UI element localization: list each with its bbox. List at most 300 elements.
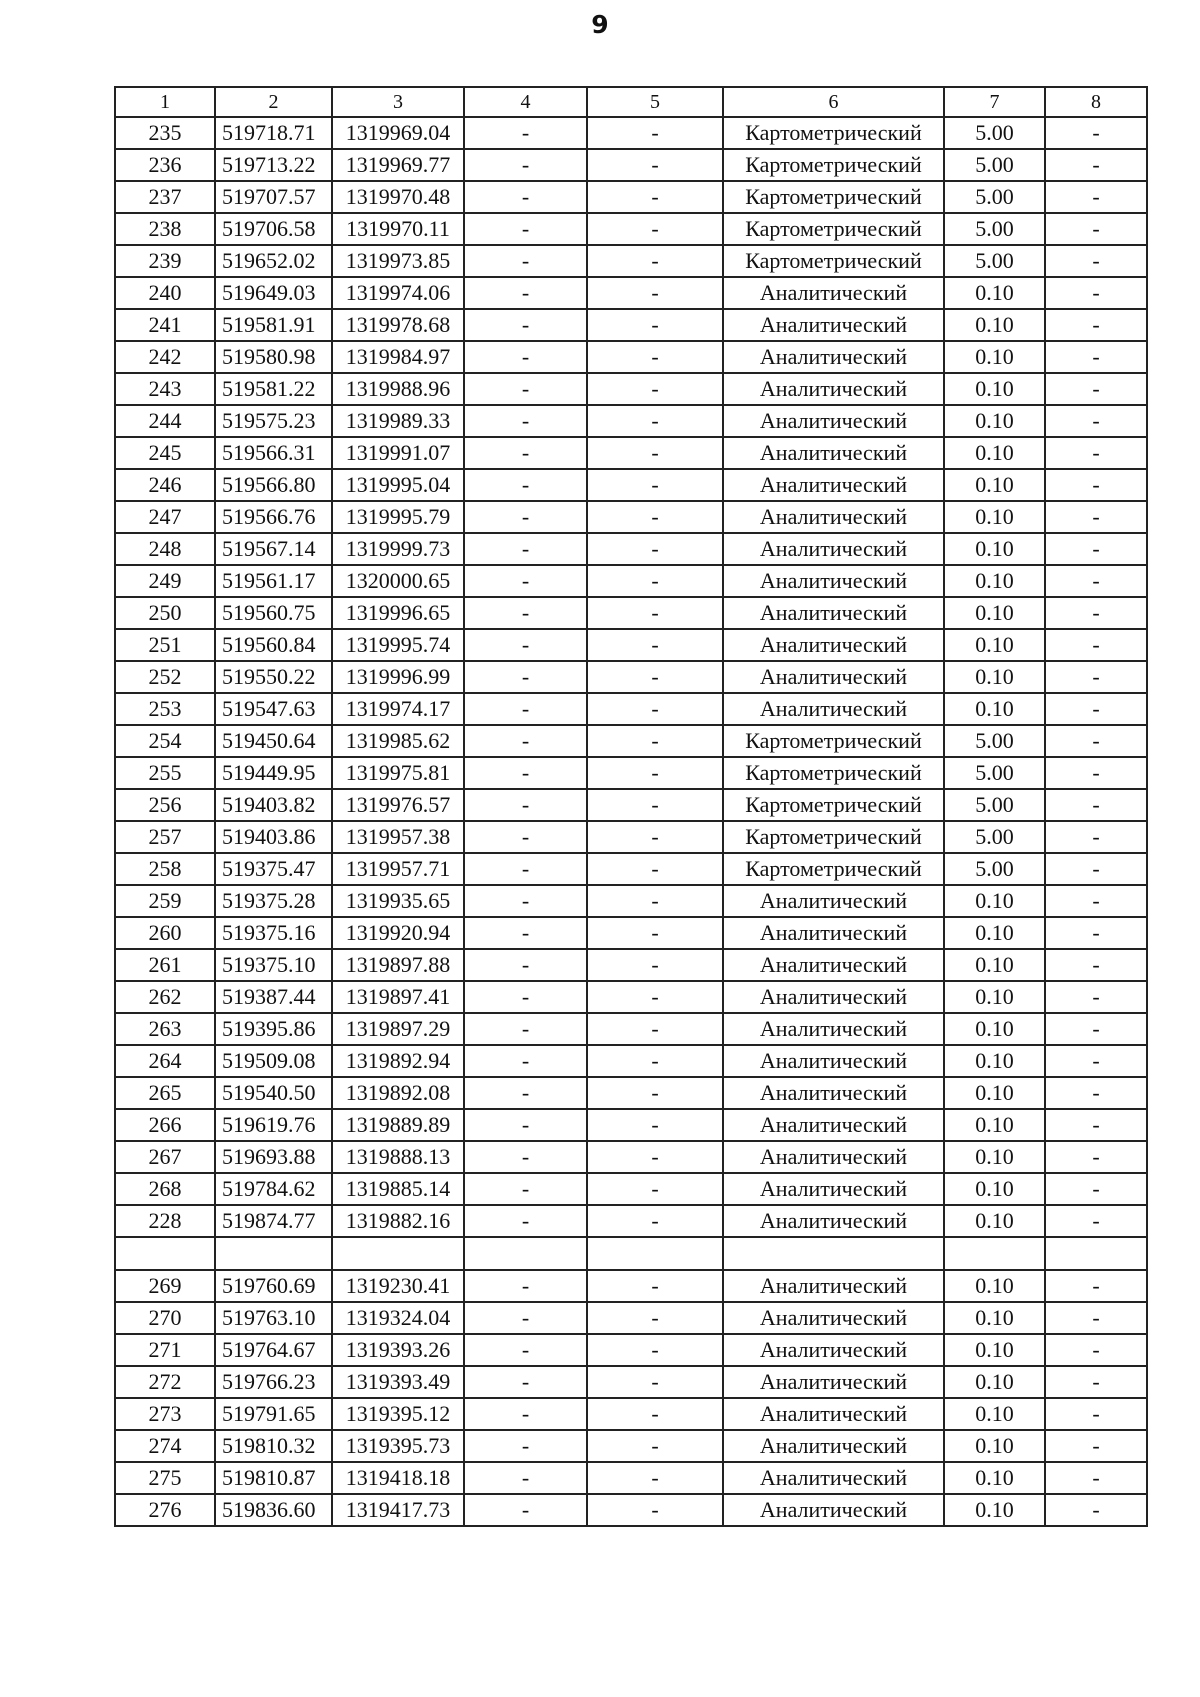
x-coordinate-cell: 519403.86 bbox=[215, 821, 332, 853]
point-number-cell: 245 bbox=[115, 437, 215, 469]
col5-cell: - bbox=[587, 565, 723, 597]
accuracy-cell: 0.10 bbox=[944, 1430, 1045, 1462]
table-row bbox=[115, 341, 1147, 373]
x-coordinate-cell: 519449.95 bbox=[215, 757, 332, 789]
col4-cell: - bbox=[464, 341, 587, 373]
method-cell: Аналитический bbox=[723, 1430, 944, 1462]
y-coordinate-cell: 1319393.49 bbox=[332, 1366, 464, 1398]
y-coordinate-cell: 1319974.17 bbox=[332, 693, 464, 725]
y-coordinate-cell: 1319885.14 bbox=[332, 1173, 464, 1205]
y-coordinate-cell: 1319970.48 bbox=[332, 181, 464, 213]
col4-cell: - bbox=[464, 917, 587, 949]
point-number-cell: 276 bbox=[115, 1494, 215, 1526]
point-number-cell: 248 bbox=[115, 533, 215, 565]
accuracy-cell: 5.00 bbox=[944, 117, 1045, 149]
point-number-cell: 250 bbox=[115, 597, 215, 629]
accuracy-cell: 0.10 bbox=[944, 1334, 1045, 1366]
table-row bbox=[115, 373, 1147, 405]
accuracy-cell: 0.10 bbox=[944, 501, 1045, 533]
col5-cell: - bbox=[587, 1430, 723, 1462]
method-cell: Аналитический bbox=[723, 629, 944, 661]
col5-cell: - bbox=[587, 245, 723, 277]
accuracy-cell: 0.10 bbox=[944, 469, 1045, 501]
col5-cell bbox=[587, 1237, 723, 1270]
table-row bbox=[115, 1462, 1147, 1494]
col8-cell: - bbox=[1045, 597, 1147, 629]
x-coordinate-cell: 519547.63 bbox=[215, 693, 332, 725]
accuracy-cell: 5.00 bbox=[944, 853, 1045, 885]
col8-cell: - bbox=[1045, 1398, 1147, 1430]
table-row bbox=[115, 821, 1147, 853]
method-cell: Аналитический bbox=[723, 1077, 944, 1109]
y-coordinate-cell: 1319395.73 bbox=[332, 1430, 464, 1462]
table-row bbox=[115, 1205, 1147, 1237]
col4-cell: - bbox=[464, 1430, 587, 1462]
coordinates-table bbox=[114, 86, 1148, 1527]
col4-cell: - bbox=[464, 981, 587, 1013]
col4-cell: - bbox=[464, 117, 587, 149]
y-coordinate-cell: 1319995.04 bbox=[332, 469, 464, 501]
col4-cell: - bbox=[464, 181, 587, 213]
col4-cell: - bbox=[464, 373, 587, 405]
col5-cell: - bbox=[587, 1141, 723, 1173]
accuracy-cell: 0.10 bbox=[944, 949, 1045, 981]
table-row bbox=[115, 1430, 1147, 1462]
column-header: 1 bbox=[115, 87, 215, 117]
col8-cell: - bbox=[1045, 437, 1147, 469]
col8-cell: - bbox=[1045, 309, 1147, 341]
col4-cell: - bbox=[464, 757, 587, 789]
col5-cell: - bbox=[587, 1366, 723, 1398]
y-coordinate-cell: 1319995.79 bbox=[332, 501, 464, 533]
y-coordinate-cell: 1319995.74 bbox=[332, 629, 464, 661]
col5-cell: - bbox=[587, 117, 723, 149]
table-row bbox=[115, 213, 1147, 245]
table-row bbox=[115, 885, 1147, 917]
y-coordinate-cell: 1319970.11 bbox=[332, 213, 464, 245]
point-number-cell: 267 bbox=[115, 1141, 215, 1173]
col8-cell: - bbox=[1045, 213, 1147, 245]
col8-cell: - bbox=[1045, 1462, 1147, 1494]
x-coordinate-cell: 519375.16 bbox=[215, 917, 332, 949]
point-number-cell: 261 bbox=[115, 949, 215, 981]
y-coordinate-cell: 1319418.18 bbox=[332, 1462, 464, 1494]
point-number-cell: 244 bbox=[115, 405, 215, 437]
accuracy-cell: 0.10 bbox=[944, 629, 1045, 661]
column-header: 4 bbox=[464, 87, 587, 117]
method-cell: Аналитический bbox=[723, 1334, 944, 1366]
column-header: 2 bbox=[215, 87, 332, 117]
x-coordinate-cell: 519810.87 bbox=[215, 1462, 332, 1494]
accuracy-cell: 0.10 bbox=[944, 277, 1045, 309]
table-row bbox=[115, 405, 1147, 437]
col8-cell: - bbox=[1045, 949, 1147, 981]
accuracy-cell: 0.10 bbox=[944, 341, 1045, 373]
point-number-cell: 238 bbox=[115, 213, 215, 245]
accuracy-cell: 0.10 bbox=[944, 309, 1045, 341]
col5-cell: - bbox=[587, 373, 723, 405]
col5-cell: - bbox=[587, 1334, 723, 1366]
col8-cell: - bbox=[1045, 181, 1147, 213]
x-coordinate-cell: 519566.80 bbox=[215, 469, 332, 501]
col8-cell: - bbox=[1045, 405, 1147, 437]
col4-cell: - bbox=[464, 277, 587, 309]
col4-cell: - bbox=[464, 1462, 587, 1494]
col4-cell: - bbox=[464, 213, 587, 245]
col4-cell: - bbox=[464, 725, 587, 757]
point-number-cell: 266 bbox=[115, 1109, 215, 1141]
method-cell: Аналитический bbox=[723, 1173, 944, 1205]
method-cell: Аналитический bbox=[723, 309, 944, 341]
y-coordinate-cell: 1319969.04 bbox=[332, 117, 464, 149]
col5-cell: - bbox=[587, 789, 723, 821]
accuracy-cell: 0.10 bbox=[944, 565, 1045, 597]
col8-cell: - bbox=[1045, 917, 1147, 949]
table-row bbox=[115, 245, 1147, 277]
method-cell: Аналитический bbox=[723, 1045, 944, 1077]
accuracy-cell: 0.10 bbox=[944, 597, 1045, 629]
point-number-cell: 268 bbox=[115, 1173, 215, 1205]
method-cell: Аналитический bbox=[723, 1366, 944, 1398]
point-number-cell: 247 bbox=[115, 501, 215, 533]
col8-cell: - bbox=[1045, 853, 1147, 885]
point-number-cell: 236 bbox=[115, 149, 215, 181]
accuracy-cell: 0.10 bbox=[944, 693, 1045, 725]
col5-cell: - bbox=[587, 213, 723, 245]
col8-cell bbox=[1045, 1237, 1147, 1270]
col8-cell: - bbox=[1045, 1430, 1147, 1462]
col5-cell: - bbox=[587, 405, 723, 437]
table-row bbox=[115, 1237, 1147, 1270]
table-row bbox=[115, 949, 1147, 981]
x-coordinate-cell: 519560.75 bbox=[215, 597, 332, 629]
accuracy-cell: 0.10 bbox=[944, 533, 1045, 565]
point-number-cell: 235 bbox=[115, 117, 215, 149]
x-coordinate-cell: 519560.84 bbox=[215, 629, 332, 661]
col5-cell: - bbox=[587, 1045, 723, 1077]
y-coordinate-cell: 1319999.73 bbox=[332, 533, 464, 565]
col4-cell: - bbox=[464, 245, 587, 277]
y-coordinate-cell: 1319969.77 bbox=[332, 149, 464, 181]
accuracy-cell: 5.00 bbox=[944, 245, 1045, 277]
method-cell: Аналитический bbox=[723, 405, 944, 437]
point-number-cell: 258 bbox=[115, 853, 215, 885]
method-cell: Аналитический bbox=[723, 885, 944, 917]
accuracy-cell: 0.10 bbox=[944, 1462, 1045, 1494]
col4-cell: - bbox=[464, 885, 587, 917]
col8-cell: - bbox=[1045, 373, 1147, 405]
col5-cell: - bbox=[587, 1109, 723, 1141]
accuracy-cell: 5.00 bbox=[944, 213, 1045, 245]
table-row bbox=[115, 1334, 1147, 1366]
accuracy-cell: 0.10 bbox=[944, 1173, 1045, 1205]
col4-cell: - bbox=[464, 1302, 587, 1334]
table-row bbox=[115, 1109, 1147, 1141]
accuracy-cell: 0.10 bbox=[944, 1494, 1045, 1526]
accuracy-cell: 0.10 bbox=[944, 1013, 1045, 1045]
method-cell: Аналитический bbox=[723, 1205, 944, 1237]
accuracy-cell bbox=[944, 1237, 1045, 1270]
accuracy-cell: 0.10 bbox=[944, 1109, 1045, 1141]
col8-cell: - bbox=[1045, 1109, 1147, 1141]
accuracy-cell: 0.10 bbox=[944, 885, 1045, 917]
col8-cell: - bbox=[1045, 757, 1147, 789]
table-row bbox=[115, 1270, 1147, 1302]
y-coordinate-cell: 1319988.96 bbox=[332, 373, 464, 405]
col5-cell: - bbox=[587, 693, 723, 725]
method-cell: Картометрический bbox=[723, 117, 944, 149]
table-row bbox=[115, 1077, 1147, 1109]
y-coordinate-cell: 1319889.89 bbox=[332, 1109, 464, 1141]
point-number-cell: 274 bbox=[115, 1430, 215, 1462]
y-coordinate-cell: 1319973.85 bbox=[332, 245, 464, 277]
table-row bbox=[115, 597, 1147, 629]
method-cell: Картометрический bbox=[723, 213, 944, 245]
col4-cell: - bbox=[464, 821, 587, 853]
table-row bbox=[115, 469, 1147, 501]
col5-cell: - bbox=[587, 277, 723, 309]
col5-cell: - bbox=[587, 341, 723, 373]
point-number-cell: 256 bbox=[115, 789, 215, 821]
col8-cell: - bbox=[1045, 1141, 1147, 1173]
col4-cell: - bbox=[464, 853, 587, 885]
col4-cell: - bbox=[464, 693, 587, 725]
point-number-cell: 254 bbox=[115, 725, 215, 757]
point-number-cell: 237 bbox=[115, 181, 215, 213]
table-header-row bbox=[115, 87, 1147, 117]
point-number-cell: 259 bbox=[115, 885, 215, 917]
y-coordinate-cell: 1319897.41 bbox=[332, 981, 464, 1013]
y-coordinate-cell: 1319892.94 bbox=[332, 1045, 464, 1077]
x-coordinate-cell: 519652.02 bbox=[215, 245, 332, 277]
table-row bbox=[115, 309, 1147, 341]
col4-cell: - bbox=[464, 1173, 587, 1205]
accuracy-cell: 0.10 bbox=[944, 373, 1045, 405]
point-number-cell: 251 bbox=[115, 629, 215, 661]
y-coordinate-cell: 1319996.99 bbox=[332, 661, 464, 693]
col8-cell: - bbox=[1045, 469, 1147, 501]
point-number-cell: 270 bbox=[115, 1302, 215, 1334]
col5-cell: - bbox=[587, 981, 723, 1013]
accuracy-cell: 0.10 bbox=[944, 661, 1045, 693]
accuracy-cell: 0.10 bbox=[944, 1045, 1045, 1077]
col4-cell: - bbox=[464, 1205, 587, 1237]
y-coordinate-cell: 1319957.38 bbox=[332, 821, 464, 853]
y-coordinate-cell: 1319395.12 bbox=[332, 1398, 464, 1430]
method-cell: Аналитический bbox=[723, 1494, 944, 1526]
col5-cell: - bbox=[587, 1077, 723, 1109]
col4-cell: - bbox=[464, 949, 587, 981]
col8-cell: - bbox=[1045, 565, 1147, 597]
table-row bbox=[115, 981, 1147, 1013]
col4-cell: - bbox=[464, 1366, 587, 1398]
table-row bbox=[115, 661, 1147, 693]
column-header: 7 bbox=[944, 87, 1045, 117]
table-row bbox=[115, 1494, 1147, 1526]
col8-cell: - bbox=[1045, 1270, 1147, 1302]
point-number-cell: 242 bbox=[115, 341, 215, 373]
table-row bbox=[115, 1173, 1147, 1205]
point-number-cell: 228 bbox=[115, 1205, 215, 1237]
point-number-cell bbox=[115, 1237, 215, 1270]
col5-cell: - bbox=[587, 1494, 723, 1526]
x-coordinate-cell: 519566.31 bbox=[215, 437, 332, 469]
table-row bbox=[115, 853, 1147, 885]
x-coordinate-cell: 519575.23 bbox=[215, 405, 332, 437]
column-header: 5 bbox=[587, 87, 723, 117]
col4-cell: - bbox=[464, 1494, 587, 1526]
y-coordinate-cell: 1319991.07 bbox=[332, 437, 464, 469]
col8-cell: - bbox=[1045, 1366, 1147, 1398]
x-coordinate-cell: 519561.17 bbox=[215, 565, 332, 597]
point-number-cell: 260 bbox=[115, 917, 215, 949]
col4-cell: - bbox=[464, 597, 587, 629]
accuracy-cell: 0.10 bbox=[944, 437, 1045, 469]
col5-cell: - bbox=[587, 469, 723, 501]
col4-cell: - bbox=[464, 405, 587, 437]
accuracy-cell: 0.10 bbox=[944, 1366, 1045, 1398]
y-coordinate-cell: 1319230.41 bbox=[332, 1270, 464, 1302]
col5-cell: - bbox=[587, 917, 723, 949]
point-number-cell: 243 bbox=[115, 373, 215, 405]
col5-cell: - bbox=[587, 949, 723, 981]
method-cell: Аналитический bbox=[723, 693, 944, 725]
table-row bbox=[115, 1398, 1147, 1430]
x-coordinate-cell: 519550.22 bbox=[215, 661, 332, 693]
accuracy-cell: 0.10 bbox=[944, 1302, 1045, 1334]
col8-cell: - bbox=[1045, 245, 1147, 277]
col5-cell: - bbox=[587, 1013, 723, 1045]
point-number-cell: 246 bbox=[115, 469, 215, 501]
y-coordinate-cell: 1319324.04 bbox=[332, 1302, 464, 1334]
x-coordinate-cell: 519791.65 bbox=[215, 1398, 332, 1430]
y-coordinate-cell bbox=[332, 1237, 464, 1270]
y-coordinate-cell: 1319975.81 bbox=[332, 757, 464, 789]
x-coordinate-cell: 519760.69 bbox=[215, 1270, 332, 1302]
col5-cell: - bbox=[587, 757, 723, 789]
table-row bbox=[115, 437, 1147, 469]
x-coordinate-cell: 519566.76 bbox=[215, 501, 332, 533]
y-coordinate-cell: 1319957.71 bbox=[332, 853, 464, 885]
x-coordinate-cell: 519707.57 bbox=[215, 181, 332, 213]
col5-cell: - bbox=[587, 181, 723, 213]
x-coordinate-cell: 519764.67 bbox=[215, 1334, 332, 1366]
y-coordinate-cell: 1319978.68 bbox=[332, 309, 464, 341]
method-cell: Аналитический bbox=[723, 981, 944, 1013]
col8-cell: - bbox=[1045, 789, 1147, 821]
col4-cell bbox=[464, 1237, 587, 1270]
table-row bbox=[115, 757, 1147, 789]
method-cell: Аналитический bbox=[723, 533, 944, 565]
x-coordinate-cell: 519836.60 bbox=[215, 1494, 332, 1526]
method-cell: Картометрический bbox=[723, 245, 944, 277]
table-row bbox=[115, 1013, 1147, 1045]
col5-cell: - bbox=[587, 661, 723, 693]
y-coordinate-cell: 1319989.33 bbox=[332, 405, 464, 437]
accuracy-cell: 5.00 bbox=[944, 789, 1045, 821]
accuracy-cell: 0.10 bbox=[944, 1077, 1045, 1109]
col5-cell: - bbox=[587, 597, 723, 629]
col8-cell: - bbox=[1045, 277, 1147, 309]
point-number-cell: 263 bbox=[115, 1013, 215, 1045]
col4-cell: - bbox=[464, 469, 587, 501]
col8-cell: - bbox=[1045, 1302, 1147, 1334]
y-coordinate-cell: 1319985.62 bbox=[332, 725, 464, 757]
y-coordinate-cell: 1319996.65 bbox=[332, 597, 464, 629]
col4-cell: - bbox=[464, 565, 587, 597]
point-number-cell: 255 bbox=[115, 757, 215, 789]
point-number-cell: 249 bbox=[115, 565, 215, 597]
column-header: 3 bbox=[332, 87, 464, 117]
point-number-cell: 240 bbox=[115, 277, 215, 309]
table-row bbox=[115, 1366, 1147, 1398]
col8-cell: - bbox=[1045, 1045, 1147, 1077]
x-coordinate-cell: 519387.44 bbox=[215, 981, 332, 1013]
col8-cell: - bbox=[1045, 1205, 1147, 1237]
col5-cell: - bbox=[587, 1302, 723, 1334]
column-header: 6 bbox=[723, 87, 944, 117]
table-row bbox=[115, 725, 1147, 757]
y-coordinate-cell: 1319888.13 bbox=[332, 1141, 464, 1173]
method-cell: Аналитический bbox=[723, 1270, 944, 1302]
col8-cell: - bbox=[1045, 821, 1147, 853]
table-row bbox=[115, 117, 1147, 149]
page-number: 9 bbox=[591, 10, 609, 39]
col5-cell: - bbox=[587, 1270, 723, 1302]
point-number-cell: 264 bbox=[115, 1045, 215, 1077]
method-cell: Картометрический bbox=[723, 725, 944, 757]
method-cell: Аналитический bbox=[723, 341, 944, 373]
col8-cell: - bbox=[1045, 885, 1147, 917]
table-row bbox=[115, 917, 1147, 949]
method-cell: Аналитический bbox=[723, 373, 944, 405]
point-number-cell: 252 bbox=[115, 661, 215, 693]
col5-cell: - bbox=[587, 1398, 723, 1430]
x-coordinate-cell: 519375.47 bbox=[215, 853, 332, 885]
method-cell: Аналитический bbox=[723, 661, 944, 693]
col4-cell: - bbox=[464, 149, 587, 181]
y-coordinate-cell: 1319897.29 bbox=[332, 1013, 464, 1045]
col4-cell: - bbox=[464, 1109, 587, 1141]
col5-cell: - bbox=[587, 725, 723, 757]
x-coordinate-cell: 519375.10 bbox=[215, 949, 332, 981]
method-cell: Картометрический bbox=[723, 789, 944, 821]
col5-cell: - bbox=[587, 533, 723, 565]
accuracy-cell: 5.00 bbox=[944, 821, 1045, 853]
x-coordinate-cell: 519766.23 bbox=[215, 1366, 332, 1398]
accuracy-cell: 0.10 bbox=[944, 1398, 1045, 1430]
col4-cell: - bbox=[464, 501, 587, 533]
x-coordinate-cell: 519540.50 bbox=[215, 1077, 332, 1109]
method-cell: Аналитический bbox=[723, 597, 944, 629]
x-coordinate-cell: 519580.98 bbox=[215, 341, 332, 373]
method-cell: Картометрический bbox=[723, 821, 944, 853]
point-number-cell: 239 bbox=[115, 245, 215, 277]
point-number-cell: 272 bbox=[115, 1366, 215, 1398]
col8-cell: - bbox=[1045, 693, 1147, 725]
col5-cell: - bbox=[587, 1173, 723, 1205]
method-cell: Аналитический bbox=[723, 949, 944, 981]
y-coordinate-cell: 1319897.88 bbox=[332, 949, 464, 981]
col4-cell: - bbox=[464, 1334, 587, 1366]
accuracy-cell: 0.10 bbox=[944, 917, 1045, 949]
y-coordinate-cell: 1319976.57 bbox=[332, 789, 464, 821]
x-coordinate-cell bbox=[215, 1237, 332, 1270]
x-coordinate-cell: 519567.14 bbox=[215, 533, 332, 565]
col8-cell: - bbox=[1045, 1013, 1147, 1045]
table-row bbox=[115, 533, 1147, 565]
x-coordinate-cell: 519581.91 bbox=[215, 309, 332, 341]
